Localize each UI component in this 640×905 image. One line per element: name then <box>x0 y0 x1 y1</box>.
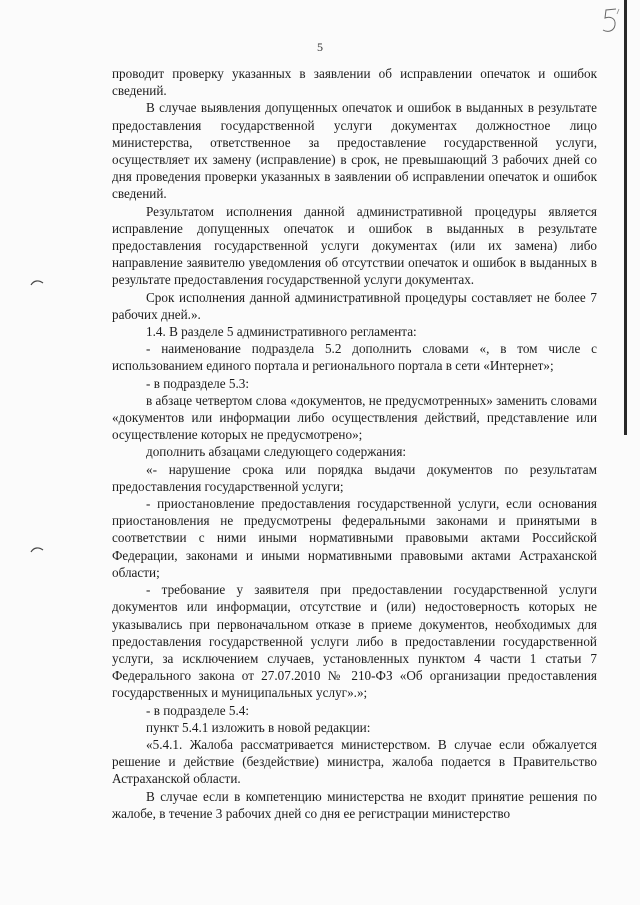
body-text <box>112 65 597 822</box>
scan-edge-bar <box>624 0 627 435</box>
paragraph: дополнить абзацами следующего содержания: <box>146 444 407 460</box>
paragraph: «5.4.1. Жалоба рассматривается министерством. В случае если обжалуется решение и действие (бездействие) министра, жалоба подается в Правительство Астраханской области. <box>112 736 597 787</box>
margin-punch-mark <box>30 278 44 288</box>
paragraph: - наименование подраздела 5.2 дополнить словами «, в том числе с использованием единого портала и регионального портала в сети «Интернет»; <box>112 341 597 374</box>
margin-punch-mark <box>30 545 44 555</box>
handwritten-page-mark <box>600 6 622 38</box>
paragraph: - в подразделе 5.3: <box>146 375 250 391</box>
paragraph: Результатом исполнения данной административной процедуры является исправление допущенных опечаток и ошибок в выданных в результате предоставления государственной услуги документах (или их замена) либо направление заявителю уведомления об отсутствии опечаток и ошибок в выданных в результате предоставления государственной услуги документах. <box>112 203 597 288</box>
paragraph: - в подразделе 5.4: <box>146 702 250 718</box>
paragraph: пункт 5.4.1 изложить в новой редакции: <box>146 719 371 735</box>
paragraph: В случае если в компетенцию министерства не входит принятие решения по жалобе, в течение 3 рабочих дней со дня ее регистрации министерство <box>112 788 597 821</box>
paragraph: В случае выявления допущенных опечаток и ошибок в выданных в результате предоставления государственной услуги документах должностное лицо министерства, ответственное за предоставление государственной услуги, осуществляет их замену (исправление) в срок, не превышающий 3 рабочих дней со дня проведения проверки указанных в заявлении об исправлении опечаток и ошибок сведений. <box>112 100 597 202</box>
page-number: 5 <box>317 40 323 54</box>
paragraph: проводит проверку указанных в заявлении об исправлении опечаток и ошибок сведений. <box>112 66 597 99</box>
paragraph: «- нарушение срока или порядка выдачи документов по результатам предоставления государственной услуги; <box>112 461 597 494</box>
paragraph: - приостановление предоставления государственной услуги, если основания приостановления не предусмотрены федеральными законами и принятыми в соответствии с ними иными нормативными правовыми актами Российской Федерации, законами и иными нормативными правовыми актами Астраханской области; <box>112 496 597 580</box>
paragraph: в абзаце четвертом слова «документов, не предусмотренных» заменить словами «документов или информации либо осуществления действий, представление или осуществление которых не предусмотрено»; <box>112 392 597 443</box>
paragraph: Срок исполнения данной административной процедуры составляет не более 7 рабочих дней.». <box>112 289 597 322</box>
paragraph: - требование у заявителя при предоставлении государственной услуги документов или информации, отсутствие и (или) недостоверность которых не указывались при первоначальном отказе в приеме документов, необходимых для предоставления государственной услуги либо в предоставлении государственной услуги, за исключением случаев, установленных пунктом 4 части 1 статьи 7 Федерального закона от 27.07.2010 № 210-ФЗ «Об организации предоставления государственных и муниципальных услуг».»; <box>112 582 597 701</box>
paragraph: 1.4. В разделе 5 административного регламента: <box>146 324 417 340</box>
